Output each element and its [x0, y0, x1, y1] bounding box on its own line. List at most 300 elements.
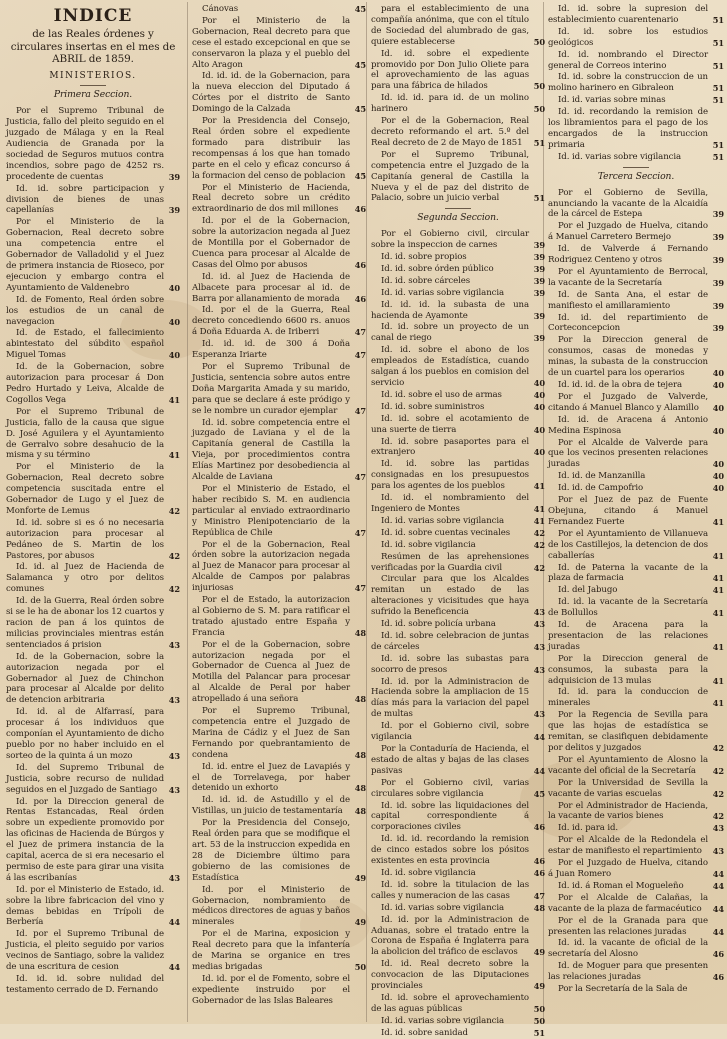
page-number: 42 — [168, 550, 180, 561]
index-entry — [548, 495, 724, 528]
index-entry — [371, 264, 545, 275]
entry-text: Id. id. sobre competencia entre el juzgado de Laviana y el de la Capitanía general de Castilla la Vieja, por procedimientos contra Elías Martinez por desobediencia al Alcalde de Laviana — [192, 417, 350, 483]
entry-text: Id. id. varias sobre vigilancia — [558, 151, 682, 162]
entry-text: Id. por el de la Guerra, Real decreto concediendo 6600 rs. anuos á Doña Eduarda A. de Iriberri — [192, 305, 350, 338]
column-2 — [192, 4, 366, 1022]
index-entry — [548, 244, 724, 266]
column-rule — [187, 2, 188, 1022]
page-number: 47 — [354, 583, 366, 594]
index-entry — [548, 654, 724, 687]
page-number: 42 — [533, 539, 545, 550]
index-entry — [192, 762, 366, 795]
index-entry — [548, 335, 724, 379]
entry-text: Por la Direccion general de consumos, la subasta para la adquisicion de 13 mulas — [548, 653, 708, 686]
page-number: 48 — [354, 694, 366, 705]
page-number: 44 — [533, 732, 545, 743]
page-number: 45 — [354, 4, 366, 14]
entry-text: Por la Universidad de Sevilla la vacante de varias escuelas — [548, 777, 708, 799]
index-entry — [192, 116, 366, 181]
page-number: 44 — [712, 868, 724, 879]
entry-text: Id. id. sobre las partidas consignadas en los presupuestos para los agentes de los pueblos — [371, 459, 529, 492]
page-number: 42 — [168, 505, 180, 516]
index-entry — [6, 106, 180, 182]
entry-text: Id. id. para id. — [558, 823, 619, 834]
entry-text: Por el Administrador de Hacienda, la vacante de varios bienes — [548, 800, 708, 822]
page-number: 39 — [712, 232, 724, 243]
column-rule — [366, 2, 367, 1022]
index-entry — [6, 295, 180, 328]
index-entry — [192, 484, 366, 539]
index-entry — [548, 471, 724, 482]
entry-text: Id. id. id. para id. de un molino harinero — [371, 93, 529, 115]
page-number: 50 — [533, 1003, 545, 1014]
page-number: 43 — [168, 872, 180, 883]
entry-text: Por el de Estado, la autorizacion al Gobierno de S. M. para ratificar el tratado ajustado entre España y Francia — [192, 595, 350, 638]
index-entry — [371, 322, 545, 344]
entry-text: Id. de Estado, el fallecimiento abintestato del súbdito español Miguel Tomas — [6, 328, 164, 361]
page-number: 40 — [533, 378, 545, 388]
page-number: 51 — [712, 83, 724, 94]
index-entry — [6, 518, 180, 562]
index-entry — [548, 687, 724, 709]
page-number: 42 — [712, 765, 724, 776]
entry-text: Id. del Jabugo — [558, 585, 618, 596]
index-entry — [6, 797, 180, 884]
entry-text: Por el de Marina, exposicion y Real decreto para que la infantería de Marina se organice en tres medias brigadas — [192, 929, 350, 972]
page-number: 51 — [533, 137, 545, 148]
page-number: 39 — [168, 171, 180, 182]
entry-text: Por el Juzgado de Huelva, citando á Juan Romero — [548, 858, 708, 879]
entry-text: Id. id. la vacante de oficial de la secretaría del Alosno — [548, 938, 708, 960]
index-entry — [6, 328, 180, 361]
page-number: 50 — [533, 1015, 545, 1026]
entry-text: Id. id. de Manzanilla — [558, 471, 646, 482]
entry-text: Id. id. á Roman el Mogueleño — [558, 880, 684, 891]
index-entry — [371, 4, 545, 48]
index-entry — [548, 597, 724, 619]
page-number: 51 — [712, 151, 724, 162]
page-number: 40 — [712, 425, 724, 436]
entry-text: Id. id. varias sobre vigilancia — [381, 902, 505, 913]
entry-text: Id. de Santa Ana, el estar de manifiesto el amillaramiento — [548, 289, 708, 311]
page-number: 44 — [168, 917, 180, 928]
page-number: 41 — [533, 503, 545, 514]
index-entry — [6, 707, 180, 762]
index-entry — [6, 929, 180, 973]
entry-text: Por el de la Gobernacion, Real órden sobre la autorizacion negada al Juez de Manacor para procesar al Alcalde de Campos por palabras injuriosas — [192, 539, 350, 594]
page-number: 39 — [712, 255, 724, 266]
entry-text: Por el Gobierno de Sevilla, anunciando la vacante de la Alcaidía de la cárcel de Estepa — [548, 187, 708, 220]
index-entry — [548, 50, 724, 72]
page-number: 49 — [354, 917, 366, 928]
page-number: 40 — [168, 282, 180, 293]
entry-text: Id. id. varias sobre vigilancia — [381, 287, 505, 298]
entry-text: Id. id. sobre la supresion del establecimiento cuarentenario — [548, 4, 708, 25]
entry-text: Id. id. varias sobre vigilancia — [381, 515, 505, 526]
entry-text: Id. id. el nombramiento del Ingeniero de Montes — [371, 493, 529, 514]
index-entry — [548, 313, 724, 335]
index-entry — [548, 267, 724, 289]
index-entry — [371, 540, 545, 551]
page-number: 48 — [354, 627, 366, 638]
ministry-heading: MINISTERIOS. — [49, 70, 137, 81]
page-number: 51 — [712, 14, 724, 25]
entry-text: Por la Secretaría de la Sala de — [558, 984, 688, 995]
page-number: 40 — [712, 483, 724, 494]
entry-text: Id. id. por la Administracion de Aduanas, sobre el tratado entre la Corona de España é Inglaterra para la abolicion del tráfico de esclavos — [371, 914, 529, 958]
index-subtitle: de las Reales órdenes y circulares insertas en el mes de ABRIL de 1859. — [10, 28, 176, 65]
index-entry — [192, 974, 366, 1007]
column-body — [6, 85, 180, 995]
page-number: 46 — [354, 204, 366, 215]
entry-text: Id. id. id. de Astudillo y el de Vistillas, un juicio de testamentaría — [192, 795, 350, 817]
page-number: 41 — [533, 515, 545, 526]
page-number: 39 — [712, 323, 724, 334]
index-entry — [192, 305, 366, 338]
page-number: 46 — [712, 972, 724, 983]
index-entry — [371, 959, 545, 992]
page-number: 48 — [533, 902, 545, 913]
entry-text: Id. id. id. sobre nulidad del testamento cerrado de D. Fernando — [6, 974, 164, 995]
index-entry — [192, 929, 366, 973]
index-entry — [371, 252, 545, 263]
index-entry — [548, 95, 724, 106]
entry-text: Por el de la Gobernacion, Real decreto reformando el art. 5.º del Real decreto de 2 de Mayo de 1851 — [371, 116, 529, 148]
index-entry — [371, 116, 545, 149]
entry-text: Circular para que los Alcaldes remitan un estado de las alteraciones y vicisitudes que haya sufrido la Beneficencia — [371, 574, 529, 618]
index-entry — [548, 563, 724, 585]
page-number: 41 — [712, 675, 724, 686]
page-number: 47 — [354, 472, 366, 483]
entry-text: Por el Supremo Tribunal, competencia entre el Juzgado de la Capitanía general de Castilla la Nueva y el de paz del distrito de Palacio, sobre un juicio verbal — [371, 149, 529, 204]
page-number: 48 — [354, 783, 366, 794]
page-number: 43 — [168, 695, 180, 706]
entry-text: Id. id. id. la subasta de una hacienda de Ayamonte — [371, 299, 529, 321]
page-number: 40 — [712, 459, 724, 470]
page-number: 47 — [354, 350, 366, 361]
index-entry — [371, 574, 545, 618]
page-number: 41 — [712, 573, 724, 584]
page-number: 43 — [533, 619, 545, 630]
page-number: 40 — [168, 350, 180, 361]
index-entry — [371, 654, 545, 676]
entry-text: Id. id. Real decreto sobre la convocacion de las Diputaciones provinciales — [371, 959, 529, 992]
entry-text: Id. id. sobre un proyecto de un canal de riego — [371, 322, 529, 344]
entry-text: Por la Contaduría de Hacienda, el estado de altas y bajas de las clases pasivas — [371, 744, 529, 776]
entry-text: Id. id. de Aracena á Antonio Medina Espinosa — [548, 414, 708, 436]
page-number: 50 — [533, 104, 545, 115]
index-entry — [548, 585, 724, 596]
entry-text: Id. de Aracena para la presentacion de las relaciones juradas — [548, 620, 708, 652]
index-entry — [548, 778, 724, 800]
page-number: 50 — [533, 36, 545, 47]
entry-text: Id. del Supremo Tribunal de Justicia, sobre recurso de nulidad seguidos en el Juzgado de Santiago — [6, 762, 164, 795]
entry-text: Id. id. recordando la remision de los libramientos para el pago de los encargados de la instruccion primaria — [548, 107, 708, 150]
entry-text: Id. id. sobre el abono de los empleados de Estadística, cuando salgan á los pueblos en comision del servicio — [371, 345, 529, 388]
index-entry — [192, 4, 366, 15]
entry-text: Por el Supremo Tribunal, competencia entre el Juzgado de Marina de Cádiz y el Juez de San Fernando por quebrantamiento de condena — [192, 706, 350, 760]
page-number: 47 — [533, 890, 545, 901]
entry-text: Cánovas — [202, 4, 239, 14]
entry-text: Id. id. sobre el expediente promovido por Don Julio Oliete para el aprovechamiento de las aguas para una fábrica de hilados — [371, 48, 529, 92]
index-entry — [192, 706, 366, 761]
entry-text: Id. de Fomento, Real órden sobre los estudios de un canal de navegacion — [6, 294, 164, 327]
index-entry — [192, 216, 366, 271]
entry-text: Por el Alcalde de Valverde para que los vecinos presenten relaciones juradas — [548, 437, 708, 470]
page-number: 46 — [354, 293, 366, 304]
page-number: 43 — [168, 784, 180, 795]
index-entry — [371, 528, 545, 539]
entry-text: Por el Juez de paz de Fuente Obejuna, citando á Manuel Fernandez Fuerte — [548, 495, 708, 527]
entry-text: Id. id. sobre propios — [381, 252, 467, 263]
page-number: 45 — [354, 59, 366, 70]
page-number: 50 — [354, 961, 366, 972]
index-entry — [192, 795, 366, 817]
section-heading: Primera Seccion. — [6, 85, 180, 101]
index-entry — [6, 562, 180, 595]
entry-text: Por el de la Gobernacion, sobre autorizacion negada por el Gobernador de Cuenca al Juez de Motilla del Palancar para procesar al Alcalde de Peral por haber atropellado á una señora — [192, 639, 350, 705]
index-entry — [192, 885, 366, 929]
page-number: 39 — [533, 310, 545, 321]
index-entry — [6, 462, 180, 517]
page-number: 42 — [712, 788, 724, 799]
index-entry — [548, 823, 724, 834]
page-number: 43 — [168, 639, 180, 650]
entry-text: Id. de la Gobernacion, sobre la autorizacion negada por el Gobernador al Juez de Chinchon para procesar al Alcalde por delito de detencion arbitraria — [6, 651, 164, 706]
entry-text: Id. id. sobre la construccion de un molino harinero en Gibraleon — [548, 72, 708, 94]
entry-text: Id. id. al de Alfarrasí, para procesar á los individuos que componían el Ayuntamiento de dicho pueblo por no haber incluido en el sorteo de la quinta á un mozo — [6, 707, 164, 761]
index-entry — [192, 362, 366, 417]
index-entry — [6, 652, 180, 707]
entry-text: Id. id. la vacante de la Secretaría de Bollullos — [548, 597, 708, 619]
page-number: 40 — [712, 471, 724, 482]
index-entry — [371, 868, 545, 879]
index-entry — [548, 438, 724, 471]
index-entry — [192, 16, 366, 71]
index-entry — [548, 72, 724, 94]
index-entry — [548, 961, 724, 983]
entry-text: Id. id. del repartimiento de Corteconcepcion — [548, 312, 708, 334]
page-number: 43 — [533, 607, 545, 618]
index-entry — [371, 744, 545, 777]
page-number: 45 — [354, 170, 366, 181]
entry-text: Id. id. sobre sanidad — [381, 1027, 468, 1038]
index-entry — [371, 915, 545, 959]
page-number: 44 — [712, 926, 724, 937]
index-entry — [371, 229, 545, 251]
index-entry — [6, 184, 180, 217]
entry-text: Id. id. sobre la titulacion de las calles y numeracion de las casas — [371, 879, 529, 901]
index-entry — [371, 516, 545, 527]
entry-text: Por el Gobierno civil, varias circulares sobre vigilancia — [371, 777, 529, 799]
entry-text: Id. por el Ministerio de Estado, id. sobre la libre fabricacion del vino y demas bebidas en Trípoli de Berbería — [6, 884, 164, 928]
index-entry — [548, 881, 724, 892]
index-entry — [548, 835, 724, 857]
entry-text: Por el Ministerio de Hacienda, Real decreto sobre un crédito extraordinario de dos mil millones — [192, 182, 350, 215]
entry-text: Id. por el Ministerio de Gobernacion, nombramiento de médicos directores de aguas y baños minerales — [192, 884, 350, 928]
entry-text: Id. id. sobre celebracion de juntas de cárceles — [371, 630, 529, 652]
index-entry — [548, 938, 724, 960]
entry-text: Por el Ayuntamiento de Alosno la vacante del oficial de la Secretaría — [548, 754, 708, 776]
index-entry — [192, 595, 366, 639]
index-entry — [548, 801, 724, 823]
entry-text: Id. id. sobre las subastas para socorro de presos — [371, 653, 529, 675]
page-number: 48 — [354, 749, 366, 760]
page-number: 41 — [712, 585, 724, 596]
entry-text: Id. id. sobre cuentas vecinales — [381, 527, 511, 538]
page-number: 39 — [712, 209, 724, 220]
column-body — [371, 4, 545, 1039]
page-number: 39 — [533, 333, 545, 344]
page-number: 42 — [712, 811, 724, 822]
index-entry — [6, 974, 180, 996]
entry-text: Id. id. al Juez de Hacienda de Albacete para procesar al id. de Barra por allanamiento de morada — [192, 271, 350, 304]
entry-text: Id. id. para la conduccion de minerales — [548, 687, 708, 709]
index-entry — [548, 188, 724, 221]
entry-text: Id. id. sobre el acotamiento de una suerte de tierra — [371, 413, 529, 435]
entry-text: Por el Ministerio de Estado, el haber recibido S. M. en audiencia particular al enviado extraordinario y Ministro Plenipotenciario de la República de Chile — [192, 483, 350, 538]
entry-text: Por el Juzgado de Huelva, citando á Manuel Carretero Bermejo — [548, 221, 708, 243]
entry-text: Id. de Valverde á Fernando Rodriguez Centeno y otros — [548, 244, 708, 266]
page-number: 39 — [533, 240, 545, 251]
index-entry — [371, 903, 545, 914]
entry-text: Por el Ministerio de la Gobernacion, Real decreto para que cese el estado excepcional en que se conservaron la plaza y el pueblo del Alto Aragon — [192, 15, 350, 70]
index-entry — [371, 721, 545, 743]
entry-text: para el establecimiento de una compañía anónima, que con el título de Sociedad del alumbrado de gas, quiere establecerse — [371, 4, 529, 47]
index-entry — [192, 71, 366, 115]
page-number: 45 — [533, 788, 545, 799]
entry-text: Id. por el de la Gobernacion, sobre la autorizacion negada al Juez de Montilla por el Gobernador de Cuenca para procesar al Alcalde de Casas del Olmo por abusos — [192, 216, 350, 270]
entry-text: Por la Regencia de Sevilla para que las hojas de estadística se remitan, se clasifiquen debidamente por delitos y juzgados — [548, 710, 708, 753]
page-number: 44 — [712, 903, 724, 914]
entry-text: Id. id. sobre participacion y division de bienes de unas capellanías — [6, 183, 164, 216]
entry-text: Id. de Moguer para que presenten las relaciones juradas — [548, 961, 708, 983]
index-entry — [6, 763, 180, 796]
column-1 — [6, 4, 180, 1022]
entry-text: Id. id. id. de 300 á Doña Esperanza Iriarte — [192, 339, 350, 361]
section-heading: Segunda Seccion. — [371, 208, 545, 224]
entry-text: Por el Alcalde de Calañas, la vacante de la plaza de farmacéutico — [548, 892, 708, 914]
page-number: 41 — [168, 394, 180, 405]
section-heading: Tercera Seccion. — [548, 167, 724, 183]
index-entry — [371, 437, 545, 459]
index-entry — [548, 893, 724, 915]
index-entry — [371, 414, 545, 436]
index-entry — [371, 459, 545, 492]
page-number: 39 — [533, 263, 545, 274]
page-number: 51 — [712, 139, 724, 150]
entry-text: Id. id. por el de Fomento, sobre el expediente instruido por el Gobernador de las Islas Baleares — [192, 973, 350, 1006]
page-number: 42 — [168, 584, 180, 595]
index-entry — [371, 288, 545, 299]
entry-text: Por el Supremo Tribunal de Justicia, fallo de la causa que sigue D. José Aguilera y el Ayuntamiento de Gerralvo sobre desahucio de la misma y su término — [6, 406, 164, 461]
index-entry — [548, 152, 724, 163]
page-number: 49 — [533, 947, 545, 958]
page-number: 40 — [712, 402, 724, 413]
index-entry — [548, 710, 724, 754]
entry-text: Por el Ministerio de la Gobernacion, Real decreto sobre competencia suscitada entre el Gobernador de Lugo y el Juez de Monforte de Lemus — [6, 462, 164, 516]
page-number: 51 — [712, 60, 724, 71]
page-number: 51 — [712, 37, 724, 48]
page-number: 46 — [533, 867, 545, 878]
entry-text: Por el Gobierno civil, circular sobre la inspeccion de carnes — [371, 229, 529, 251]
entry-text: Por la Direccion general de consumos, casas de monedas y minas, la subasta de la construccion de un cuartel para los operarios — [548, 335, 708, 379]
entry-text: Id. id. sobre suministros — [381, 401, 485, 412]
entry-text: Id. id. sobre vigilancia — [381, 539, 476, 550]
index-entry — [371, 276, 545, 287]
entry-text: Id. id. id. de la Gobernacion, para la nueva eleccion del Diputado á Córtes por el distrito de Santo Domingo de la Calzada — [192, 71, 350, 115]
page-number: 42 — [533, 527, 545, 538]
page-number: 51 — [533, 193, 545, 204]
index-entry — [371, 801, 545, 834]
index-entry — [371, 402, 545, 413]
entry-text: Por el Ayuntamiento de Berrocal, la vacante de la Secretaría — [548, 266, 708, 288]
index-entry — [371, 631, 545, 653]
page-number: 42 — [712, 743, 724, 753]
entry-text: Id. id. varias sobre vigilancia — [381, 1015, 505, 1026]
index-entry — [548, 380, 724, 391]
index-entry — [548, 755, 724, 777]
page-number: 42 — [533, 562, 545, 573]
index-entry — [371, 1016, 545, 1027]
index-entry — [192, 183, 366, 216]
page-number: 46 — [712, 949, 724, 960]
index-entry — [6, 362, 180, 406]
page-number: 46 — [533, 822, 545, 833]
index-entry — [371, 493, 545, 515]
page-number: 41 — [712, 698, 724, 709]
page-number: 51 — [533, 1027, 545, 1038]
index-entry — [548, 529, 724, 562]
entry-text: Id. id. nombrando el Director general de Correos interino — [548, 49, 708, 71]
entry-text: Id. por el Supremo Tribunal de Justicia, el pleito seguido por varios vecinos de Santiago, sobre la validez de una escritura de cesion — [6, 929, 164, 973]
index-entry — [548, 4, 724, 26]
page-number: 39 — [712, 300, 724, 311]
page-number: 43 — [533, 709, 545, 720]
index-entry — [371, 677, 545, 721]
index-entry — [371, 49, 545, 93]
page-number: 40 — [533, 389, 545, 400]
page-number: 40 — [712, 380, 724, 390]
entry-text: Por el Ministerio de la Gobernacion, Real decreto sobre una competencia entre el Gobernador de Valladolid y el Juez de primera instancia de Rioseco, por ejecucion y embargo contra el Ayuntamiento de Valdenebro — [6, 217, 164, 293]
page-number: 41 — [712, 641, 724, 652]
entry-text: Id. id. sobre vigilancia — [381, 867, 476, 878]
entry-text: Id. id. sobre el uso de armas — [381, 389, 502, 400]
index-entry — [548, 290, 724, 312]
index-entry — [371, 345, 545, 389]
page-number: 43 — [533, 664, 545, 675]
index-entry — [548, 483, 724, 494]
entry-text: Por el Supremo Tribunal de Justicia, fallo del pleito seguido en el juzgado de Málaga y en la Real Audiencia de Granada por la sociedad de Seguros mutuos contra incendios, sobre pago de 4252 rs. procedente de cuentas — [6, 106, 164, 182]
entry-text: Id. id. al Juez de Hacienda de Salamanca y otro por delitos comunes — [6, 562, 164, 595]
entry-text: Por el Ayuntamiento de Villanueva de los Castillejos, la detencion de dos caballerías — [548, 528, 708, 561]
index-entry — [192, 418, 366, 483]
page-number: 46 — [533, 856, 545, 867]
index-entry — [548, 27, 724, 49]
entry-text: Id. por la Direccion general de Rentas Estancadas, Real órden sobre un expediente promovido por las oficinas de Hacienda de Búrgos y el Juez de primera instancia de la capital, acerca de si era necesario el permiso de este para girar una visita á las escribanías — [6, 796, 164, 883]
page-number: 40 — [533, 447, 545, 458]
page-number: 41 — [712, 516, 724, 527]
page-number: 51 — [712, 95, 724, 106]
index-entry — [6, 217, 180, 293]
index-entry — [371, 390, 545, 401]
entry-text: Resúmen de las aprehensiones verificadas por la Guardia civil — [371, 551, 529, 573]
page-number: 49 — [354, 872, 366, 883]
index-entry — [548, 916, 724, 938]
index-entry — [192, 272, 366, 305]
index-entry — [371, 93, 545, 115]
page-number: 47 — [354, 327, 366, 338]
